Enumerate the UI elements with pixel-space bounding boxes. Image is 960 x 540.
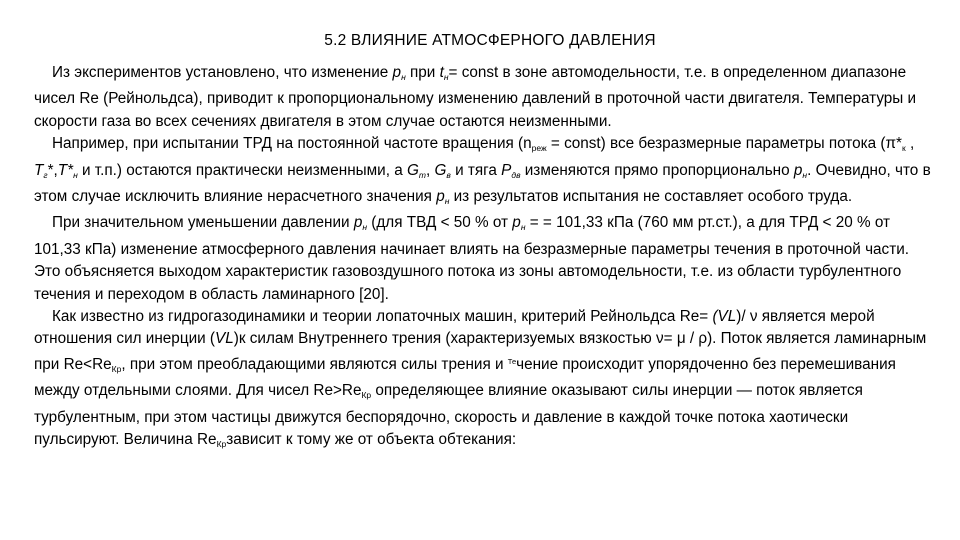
- p3-p1-sub: н: [362, 222, 368, 233]
- p2-p1-var: p: [793, 161, 803, 179]
- p2-pi-sub: к: [902, 143, 906, 154]
- p4-kp3-sub: Кр: [216, 439, 227, 450]
- p3-p2-var: p: [512, 214, 521, 232]
- slide-title: 5.2 ВЛИЯНИЕ АТМОСФЕРНОГО ДАВЛЕНИЯ: [324, 32, 656, 49]
- p2-P-var: P: [501, 161, 512, 179]
- p2-T2-sub: н: [73, 169, 78, 180]
- p3-p2-sub: н: [520, 222, 526, 233]
- p2-text-c: ,: [905, 135, 915, 153]
- p2-text-e: и т.п.) остаются практически неизменными, а: [77, 161, 407, 179]
- p2-P-sub: дв: [511, 169, 521, 180]
- p2-p2-var: p: [436, 188, 445, 206]
- p4-text-c: )к силам Внутреннего трения (характеризуемых вязкостью ν= μ / ρ). Поток является ламинарным при Re<Re: [34, 330, 927, 373]
- p2-G2-var: G: [434, 161, 447, 179]
- p4-kp1-sub: Кр: [111, 363, 122, 374]
- p2-text-h: изменяются прямо пропорционально: [520, 161, 794, 179]
- p2-T2-var: T*: [57, 161, 74, 179]
- paragraph-2: [34, 133, 934, 212]
- p2-text-a: Например, при испытании ТРД на постоянной частоте вращения (n: [52, 135, 532, 153]
- p2-text-g: и тяга: [450, 161, 502, 179]
- p4-text-f: определяющее влияние оказывают силы инерции — поток является турбулентным, при этом частицы движутся беспорядочно, скорость и давление в каждой точке потока хаотически пульсируют. Величина Re: [34, 382, 863, 449]
- p4-text-e: чение происходит упорядоченно без перемешивания между отдельными слоями. Для чисел Re>Re: [34, 355, 896, 400]
- p3-text-a: При значительном уменьшении давлении: [52, 214, 354, 232]
- p2-text-b: = const) все безразмерные параметры потока (π*: [546, 135, 902, 153]
- p2-T1-var: T: [34, 161, 44, 179]
- p2-p2-sub: н: [444, 196, 450, 207]
- p1-text-c: = const в зоне автомодельности, т.е. в определенном диапазоне чисел Re (Рейнольдса), приводит к пропорциональному изменению давлений в проточной части двигателя. Температуры и скорости газа во всех сечениях двигателя в этом случае остаются неизменными.: [34, 64, 917, 130]
- p4-vl2: VL: [215, 330, 234, 348]
- p3-p1-var: p: [353, 214, 363, 232]
- p2-text-j: из результатов испытания не составляет особого труда.: [449, 188, 853, 206]
- p3-text-b: (для ТВД < 50 % от: [367, 214, 513, 232]
- p1-text-a: Из экспериментов установлено, что изменение: [52, 64, 393, 81]
- p4-text-g: зависит к тому же от объекта обтекания:: [226, 431, 517, 449]
- p4-text-b: )/ ν является мерой отношения сил инерции (: [34, 308, 875, 348]
- p2-n-sub: реж: [531, 143, 547, 154]
- p3-text-c: = = 101,33 кПа (760 мм рт.ст.), а для ТРД < 20 % от 101,33 кПа) изменение атмосферного давления начинает влиять на безразмерные параметры течения в проточной части. Это объясняется выходом характеристик газовоздушного потока из зоны автомодельности, т.е. из области турбулентного течения и переходом в область ламинарного [20].: [34, 214, 910, 303]
- p2-text-i: . Очевидно, что в этом случае исключить влияние нерасчетного значения: [34, 161, 931, 206]
- p2-G1-sub: т: [418, 169, 426, 180]
- p1-pressure-var: p: [392, 64, 402, 81]
- p4-text-d: , при этом преобладающими являются силы трения и: [121, 355, 508, 373]
- paragraph-4: [34, 306, 934, 455]
- p4-vl1: (VL: [712, 308, 737, 326]
- paragraph-3: [34, 212, 934, 306]
- p4-te-small: Те: [507, 356, 517, 366]
- paragraph-1: [34, 62, 934, 133]
- slide-body: [34, 62, 934, 456]
- p2-text-d: *,: [47, 161, 58, 179]
- p2-T1-sub: г: [43, 169, 48, 180]
- p4-text-a: Как известно из гидрогазодинамики и теории лопаточных машин, критерий Рейнольдса Re=: [52, 308, 713, 326]
- p1-text-b: при: [405, 64, 440, 81]
- p4-kp2-sub: Кр: [361, 390, 372, 401]
- p1-temp-var: t: [439, 64, 444, 81]
- p2-G2-sub: в: [446, 169, 451, 180]
- p2-text-f: ,: [425, 161, 435, 179]
- p2-p1-sub: н: [802, 169, 808, 180]
- p1-temp-sub: н: [443, 72, 449, 82]
- p1-pressure-sub: н: [401, 72, 406, 82]
- p2-G1-var: G: [406, 161, 419, 179]
